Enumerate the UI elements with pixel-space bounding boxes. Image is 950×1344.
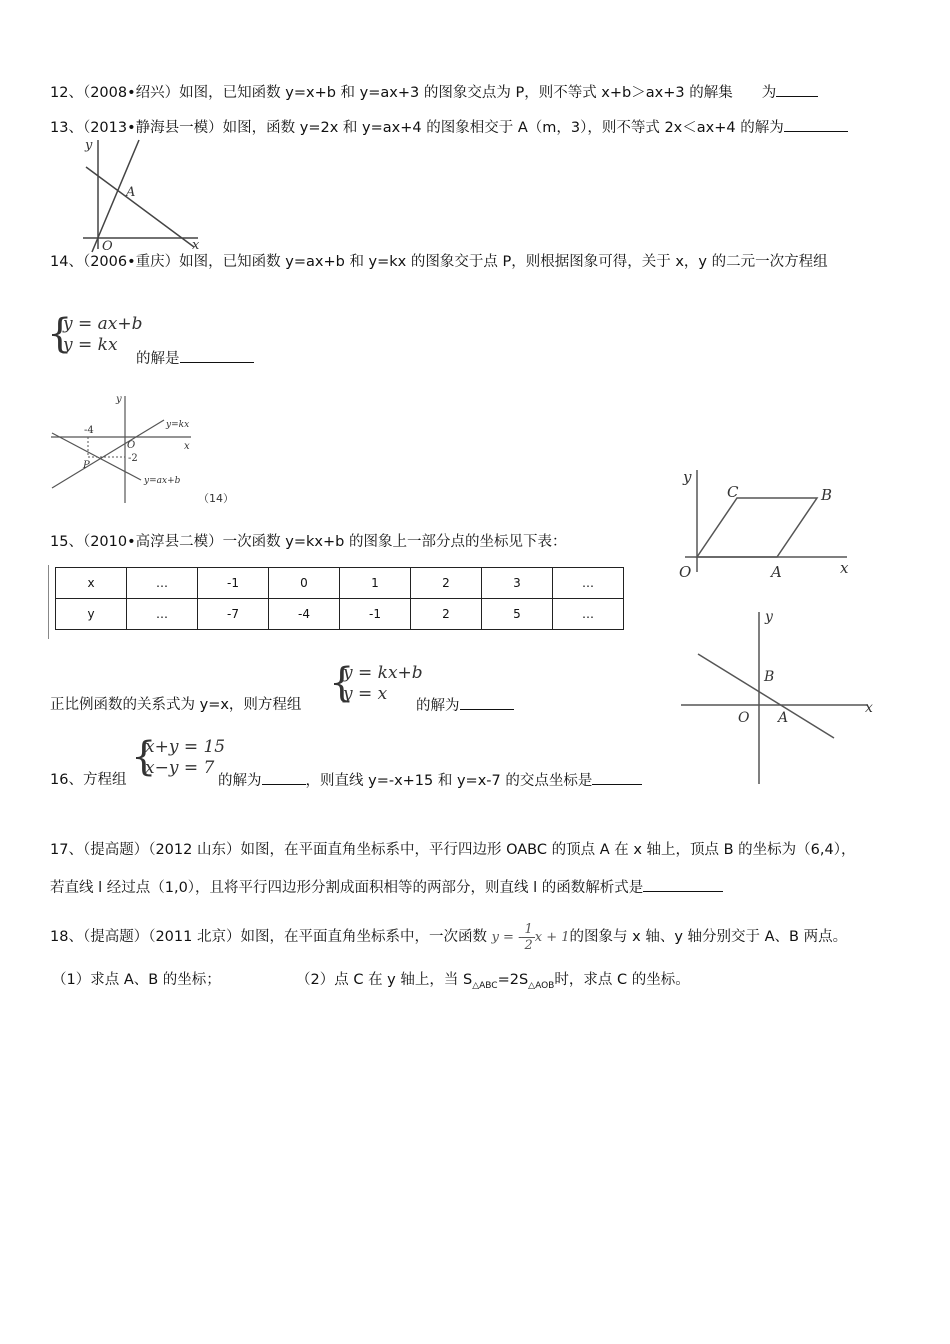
q14-number: 14、 bbox=[50, 254, 83, 270]
q18-y-label: y bbox=[765, 609, 773, 625]
q17-a-label: A bbox=[771, 563, 782, 581]
q16-answer-blank-2[interactable] bbox=[592, 770, 642, 785]
q15-prefix-text: 正比例函数的关系式为 y=x，则方程组 bbox=[50, 697, 302, 713]
q15-line bbox=[50, 532, 566, 552]
q15-system-eq2: y = x bbox=[343, 684, 388, 704]
q17-text2: 若直线 l 经过点（1,0），且将平行四边形分割成面积相等的两部分，则直线 l 的函数解析式是 bbox=[50, 880, 644, 896]
q15-text: 一次函数 y=kx+b 的图象上一部分点的坐标见下表： bbox=[222, 534, 567, 550]
q15-suffix-text: 的解为 bbox=[416, 698, 460, 714]
q13-origin-label: O bbox=[102, 239, 113, 254]
q16-prefix: 方程组 bbox=[82, 772, 127, 788]
q13-point-a-label: A bbox=[126, 185, 136, 200]
q16-text-a: 的解为 bbox=[218, 773, 262, 789]
q15-answer-blank[interactable] bbox=[460, 695, 514, 710]
q15-system-eq1: y = kx+b bbox=[343, 663, 423, 683]
q15-source: （2010•高淳县二模） bbox=[82, 534, 223, 550]
q18-source: （提高题）（2011 北京） bbox=[82, 929, 241, 945]
table-cell: 2 bbox=[411, 599, 482, 630]
q17-b-label: B bbox=[821, 486, 833, 504]
q14-line bbox=[50, 252, 828, 272]
q12-text: 如图，已知函数 y=x+b 和 y=ax+3 的图象交点为 P，则不等式 x+b＞ax+3 的解集 为 bbox=[179, 85, 777, 101]
q13-source: （2013•静海县一模） bbox=[82, 120, 223, 136]
table-cell: 3 bbox=[482, 568, 553, 599]
q18-eq-y: y = - bbox=[491, 929, 523, 945]
q16-line bbox=[218, 770, 642, 791]
q14-source: （2006•重庆） bbox=[82, 254, 180, 270]
q13-y-label: y bbox=[85, 138, 93, 153]
q16-prefix-line bbox=[50, 770, 126, 790]
table-cell: x bbox=[56, 568, 127, 599]
table-cell: y bbox=[56, 599, 127, 630]
q18-equation bbox=[492, 930, 523, 945]
q15-table-edge bbox=[48, 565, 49, 639]
table-cell: 0 bbox=[269, 568, 340, 599]
q14-y-label: y bbox=[116, 394, 122, 405]
table-cell: -1 bbox=[198, 568, 269, 599]
q15-table bbox=[55, 567, 624, 630]
q18-number: 18、 bbox=[50, 929, 83, 945]
q18-sub-abc: △ABC bbox=[472, 980, 498, 991]
table-cell: … bbox=[553, 599, 624, 630]
q14-text: 如图，已知函数 y=ax+b 和 y=kx 的图象交于点 P，则根据图象可得，关于 x，y 的二元一次方程组 bbox=[179, 254, 828, 270]
q13-line-yax4 bbox=[86, 167, 194, 247]
q14-line-axb-label: y=ax+b bbox=[144, 476, 181, 486]
q18-part1-text: （1）求点 A、B 的坐标； bbox=[52, 972, 221, 988]
q16-text-b: ，则直线 y=-x+15 和 y=x-7 的交点坐标是 bbox=[305, 773, 593, 789]
q18-text-pre: 如图，在平面直角坐标系中，一次函数 bbox=[240, 929, 487, 945]
q16-system bbox=[145, 737, 225, 779]
q17-line2 bbox=[50, 877, 723, 898]
q17-line1 bbox=[50, 840, 856, 860]
q18-graph bbox=[678, 602, 878, 787]
q18-part1 bbox=[52, 970, 221, 990]
q12-line bbox=[50, 82, 818, 103]
q12-source: （2008•绍兴） bbox=[82, 85, 180, 101]
table-cell: … bbox=[127, 599, 198, 630]
q13-x-label: x bbox=[192, 238, 200, 253]
q14-origin-label: O bbox=[127, 440, 136, 451]
q18-part2-a: （2）点 C 在 y 轴上，当 S bbox=[296, 972, 473, 988]
q14-answer-line bbox=[136, 348, 254, 369]
q17-number: 17、 bbox=[50, 842, 83, 858]
q14-line-kx-label: y=kx bbox=[166, 420, 190, 430]
q15-system-brace: { bbox=[329, 660, 355, 706]
q14-tick-y: -2 bbox=[128, 453, 138, 464]
q18-frac-den: 2 bbox=[524, 937, 533, 953]
q18-frac-num: 1 bbox=[524, 921, 533, 937]
q15-system bbox=[343, 663, 423, 705]
q14-after-system: 的解是 bbox=[136, 351, 180, 367]
q14-answer-blank[interactable] bbox=[180, 348, 254, 363]
q17-o-label: O bbox=[679, 563, 692, 581]
q16-system-brace: { bbox=[131, 734, 157, 780]
q14-x-label: x bbox=[184, 441, 190, 452]
q18-x-label: x bbox=[865, 700, 873, 716]
table-row bbox=[56, 599, 624, 630]
q15-line2-prefix bbox=[50, 695, 301, 715]
q18-part2 bbox=[296, 970, 690, 996]
table-cell: 2 bbox=[411, 568, 482, 599]
q15-line2-suffix bbox=[416, 695, 514, 716]
q18-b-label: B bbox=[764, 669, 775, 685]
q13-answer-blank[interactable] bbox=[784, 117, 848, 132]
q13-text: 如图，函数 y=2x 和 y=ax+4 的图象相交于 A（m，3），则不等式 2x＜ax+4 的解为 bbox=[222, 120, 784, 136]
table-cell: … bbox=[127, 568, 198, 599]
q17-graph bbox=[665, 462, 855, 587]
q14-graph bbox=[46, 390, 246, 510]
q14-system-eq2: y = kx bbox=[63, 335, 118, 355]
table-cell: -1 bbox=[340, 599, 411, 630]
table-cell: -4 bbox=[269, 599, 340, 630]
q18-line1 bbox=[50, 920, 847, 954]
q18-function-line bbox=[698, 654, 834, 738]
q17-text1: 如图，在平面直角坐标系中，平行四边形 OABC 的顶点 A 在 x 轴上，顶点 B 的坐标为（6,4）， bbox=[240, 842, 856, 858]
q17-parallelogram bbox=[697, 498, 817, 557]
q18-part2-c: 时，求点 C 的坐标。 bbox=[554, 972, 690, 988]
q14-system-eq1: y = ax+b bbox=[63, 314, 143, 334]
q15-number: 15、 bbox=[50, 534, 83, 550]
q14-point-p-label: P bbox=[83, 460, 90, 471]
q18-eq-tail-wrap bbox=[535, 930, 570, 945]
q17-x-label: x bbox=[840, 559, 849, 577]
q12-number: 12、 bbox=[50, 85, 83, 101]
q18-a-label: A bbox=[778, 710, 789, 726]
q14-system-brace: { bbox=[47, 311, 73, 357]
q18-part2-b: =2S bbox=[497, 972, 529, 988]
table-cell: 1 bbox=[340, 568, 411, 599]
table-cell: -7 bbox=[198, 599, 269, 630]
q18-sub-aob: △AOB bbox=[528, 980, 555, 991]
q18-eq-tail: x + 1 bbox=[534, 929, 570, 945]
q18-o-label: O bbox=[738, 710, 750, 726]
q17-answer-blank[interactable] bbox=[643, 877, 723, 892]
q14-caption: （14） bbox=[198, 492, 234, 505]
q12-answer-blank[interactable] bbox=[776, 82, 818, 97]
q18-fraction bbox=[522, 922, 534, 953]
q16-system-eq1: x+y = 15 bbox=[145, 737, 226, 757]
q14-system bbox=[63, 314, 143, 356]
q13-number: 13、 bbox=[50, 120, 83, 136]
q17-source: （提高题）（2012 山东） bbox=[82, 842, 241, 858]
q18-text-post: 的图象与 x 轴、y 轴分别交于 A、B 两点。 bbox=[569, 929, 848, 945]
q17-c-label: C bbox=[727, 483, 739, 501]
table-row bbox=[56, 568, 624, 599]
q17-y-label: y bbox=[683, 468, 692, 486]
table-cell: … bbox=[553, 568, 624, 599]
q16-system-eq2: x−y = 7 bbox=[145, 758, 215, 778]
q13-graph bbox=[78, 135, 208, 255]
q14-tick-x: -4 bbox=[84, 425, 94, 436]
table-cell: 5 bbox=[482, 599, 553, 630]
q16-number: 16、 bbox=[50, 772, 83, 788]
q16-answer-blank-1[interactable] bbox=[262, 770, 306, 785]
